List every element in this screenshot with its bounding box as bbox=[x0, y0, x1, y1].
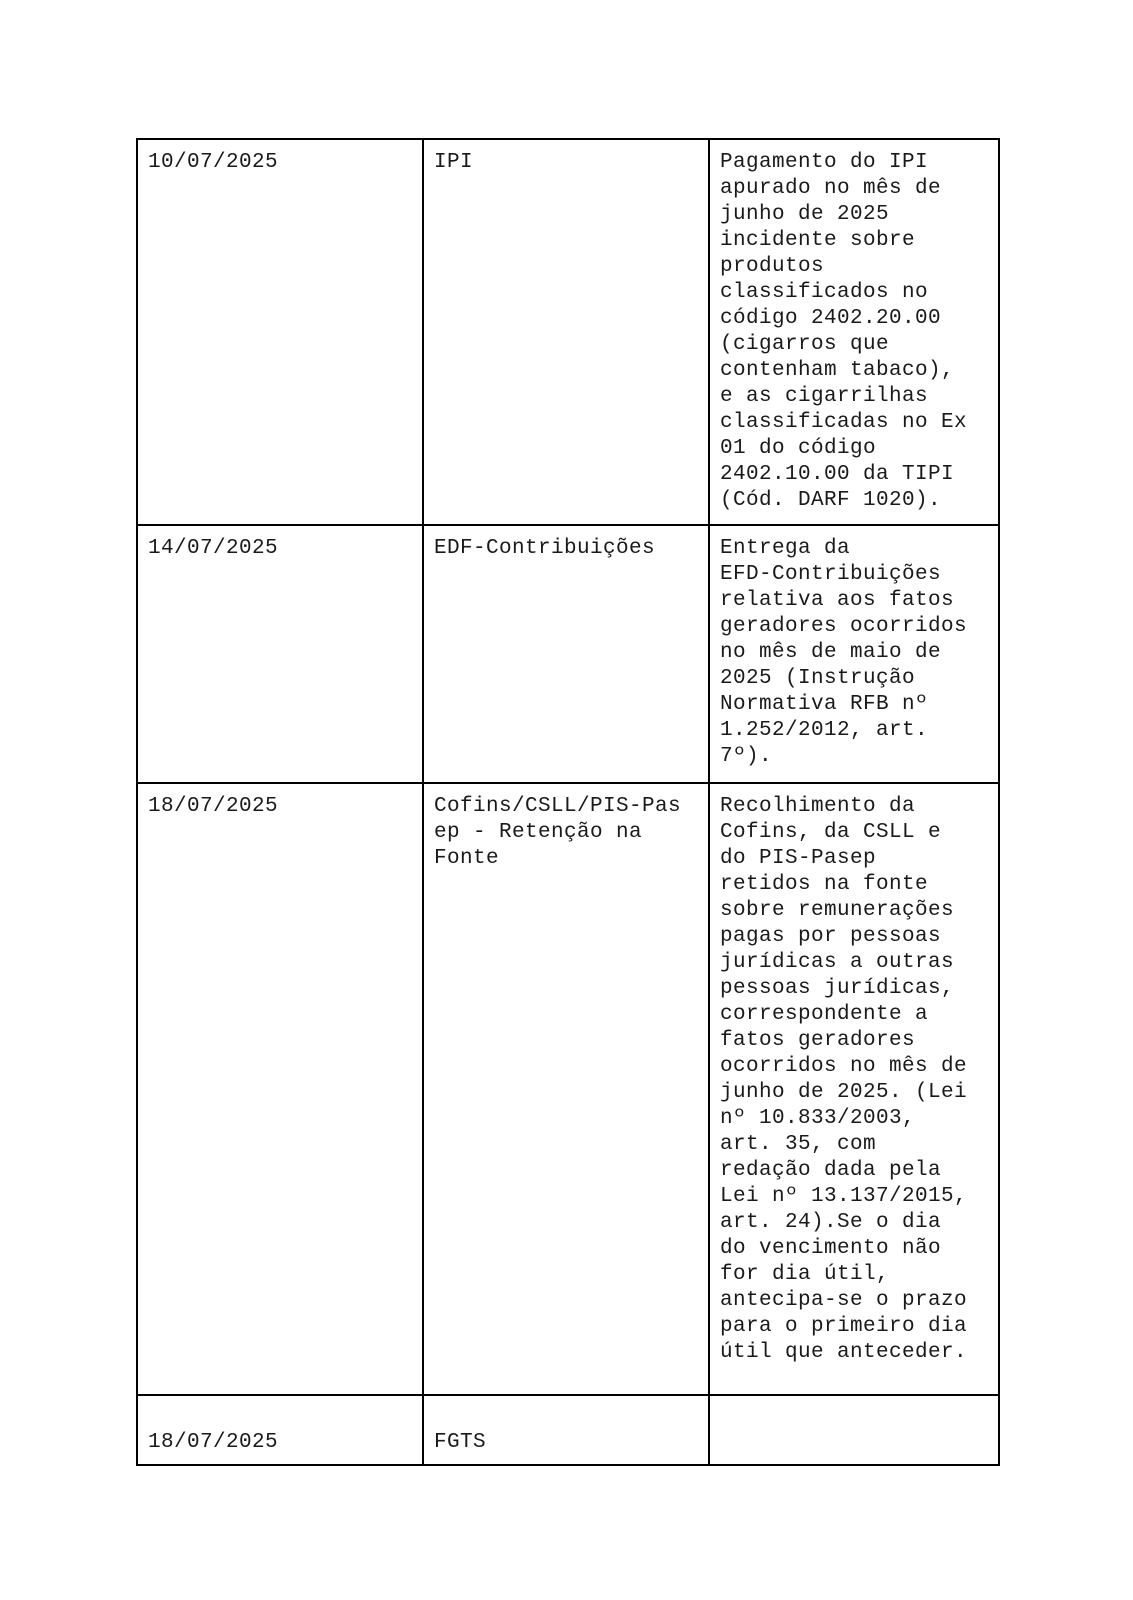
tax-cell bbox=[423, 1395, 709, 1465]
tax-cell bbox=[423, 783, 709, 1395]
description-cell bbox=[709, 1395, 999, 1465]
tax-cell bbox=[423, 139, 709, 525]
tax-text: Cofins/CSLL/PIS-Pas ep - Retenção na Fonte bbox=[434, 795, 682, 870]
tax-text: EDF-Contribuições bbox=[434, 537, 656, 560]
tax-cell bbox=[423, 525, 709, 783]
tax-text: IPI bbox=[434, 151, 474, 174]
table-row bbox=[137, 783, 999, 1395]
date-cell bbox=[137, 1395, 423, 1465]
date-cell bbox=[137, 783, 423, 1395]
description-cell bbox=[709, 525, 999, 783]
description-cell bbox=[709, 783, 999, 1395]
description-text: Entrega da EFD-Contribuições relativa aos fatos geradores ocorridos no mês de maio de 2025 (Instrução Normativa RFB nº 1.252/2012, art. 7º). bbox=[720, 537, 968, 768]
date-text: 14/07/2025 bbox=[148, 537, 279, 560]
description-text: Pagamento do IPI apurado no mês de junho de 2025 incidente sobre produtos classificados no código 2402.20.00 (cigarros que contenham tabaco), e as cigarrilhas classificadas no Ex 01 do código 2402.10.00 da TIPI (Cód. DARF 1020). bbox=[720, 151, 968, 512]
date-text: 10/07/2025 bbox=[148, 151, 279, 174]
date-cell bbox=[137, 525, 423, 783]
table-row bbox=[137, 525, 999, 783]
tax-text: FGTS bbox=[434, 1431, 487, 1454]
description-cell bbox=[709, 139, 999, 525]
table-row bbox=[137, 139, 999, 525]
date-text: 18/07/2025 bbox=[148, 795, 279, 818]
table-row bbox=[137, 1395, 999, 1465]
tax-calendar-table bbox=[136, 138, 1000, 1466]
description-text: Recolhimento da Cofins, da CSLL e do PIS-Pasep retidos na fonte sobre remunerações pagas por pessoas jurídicas a outras pessoas jurídicas, correspondente a fatos geradores ocorridos no mês de junho de 2025. (Lei nº 10.833/2003, art. 35, com redação dada pela Lei nº 13.137/2015, art. 24).Se o dia do vencimento não for dia útil, antecipa-se o prazo para o primeiro dia útil que anteceder. bbox=[720, 795, 968, 1364]
date-text: 18/07/2025 bbox=[148, 1431, 279, 1454]
date-cell bbox=[137, 139, 423, 525]
